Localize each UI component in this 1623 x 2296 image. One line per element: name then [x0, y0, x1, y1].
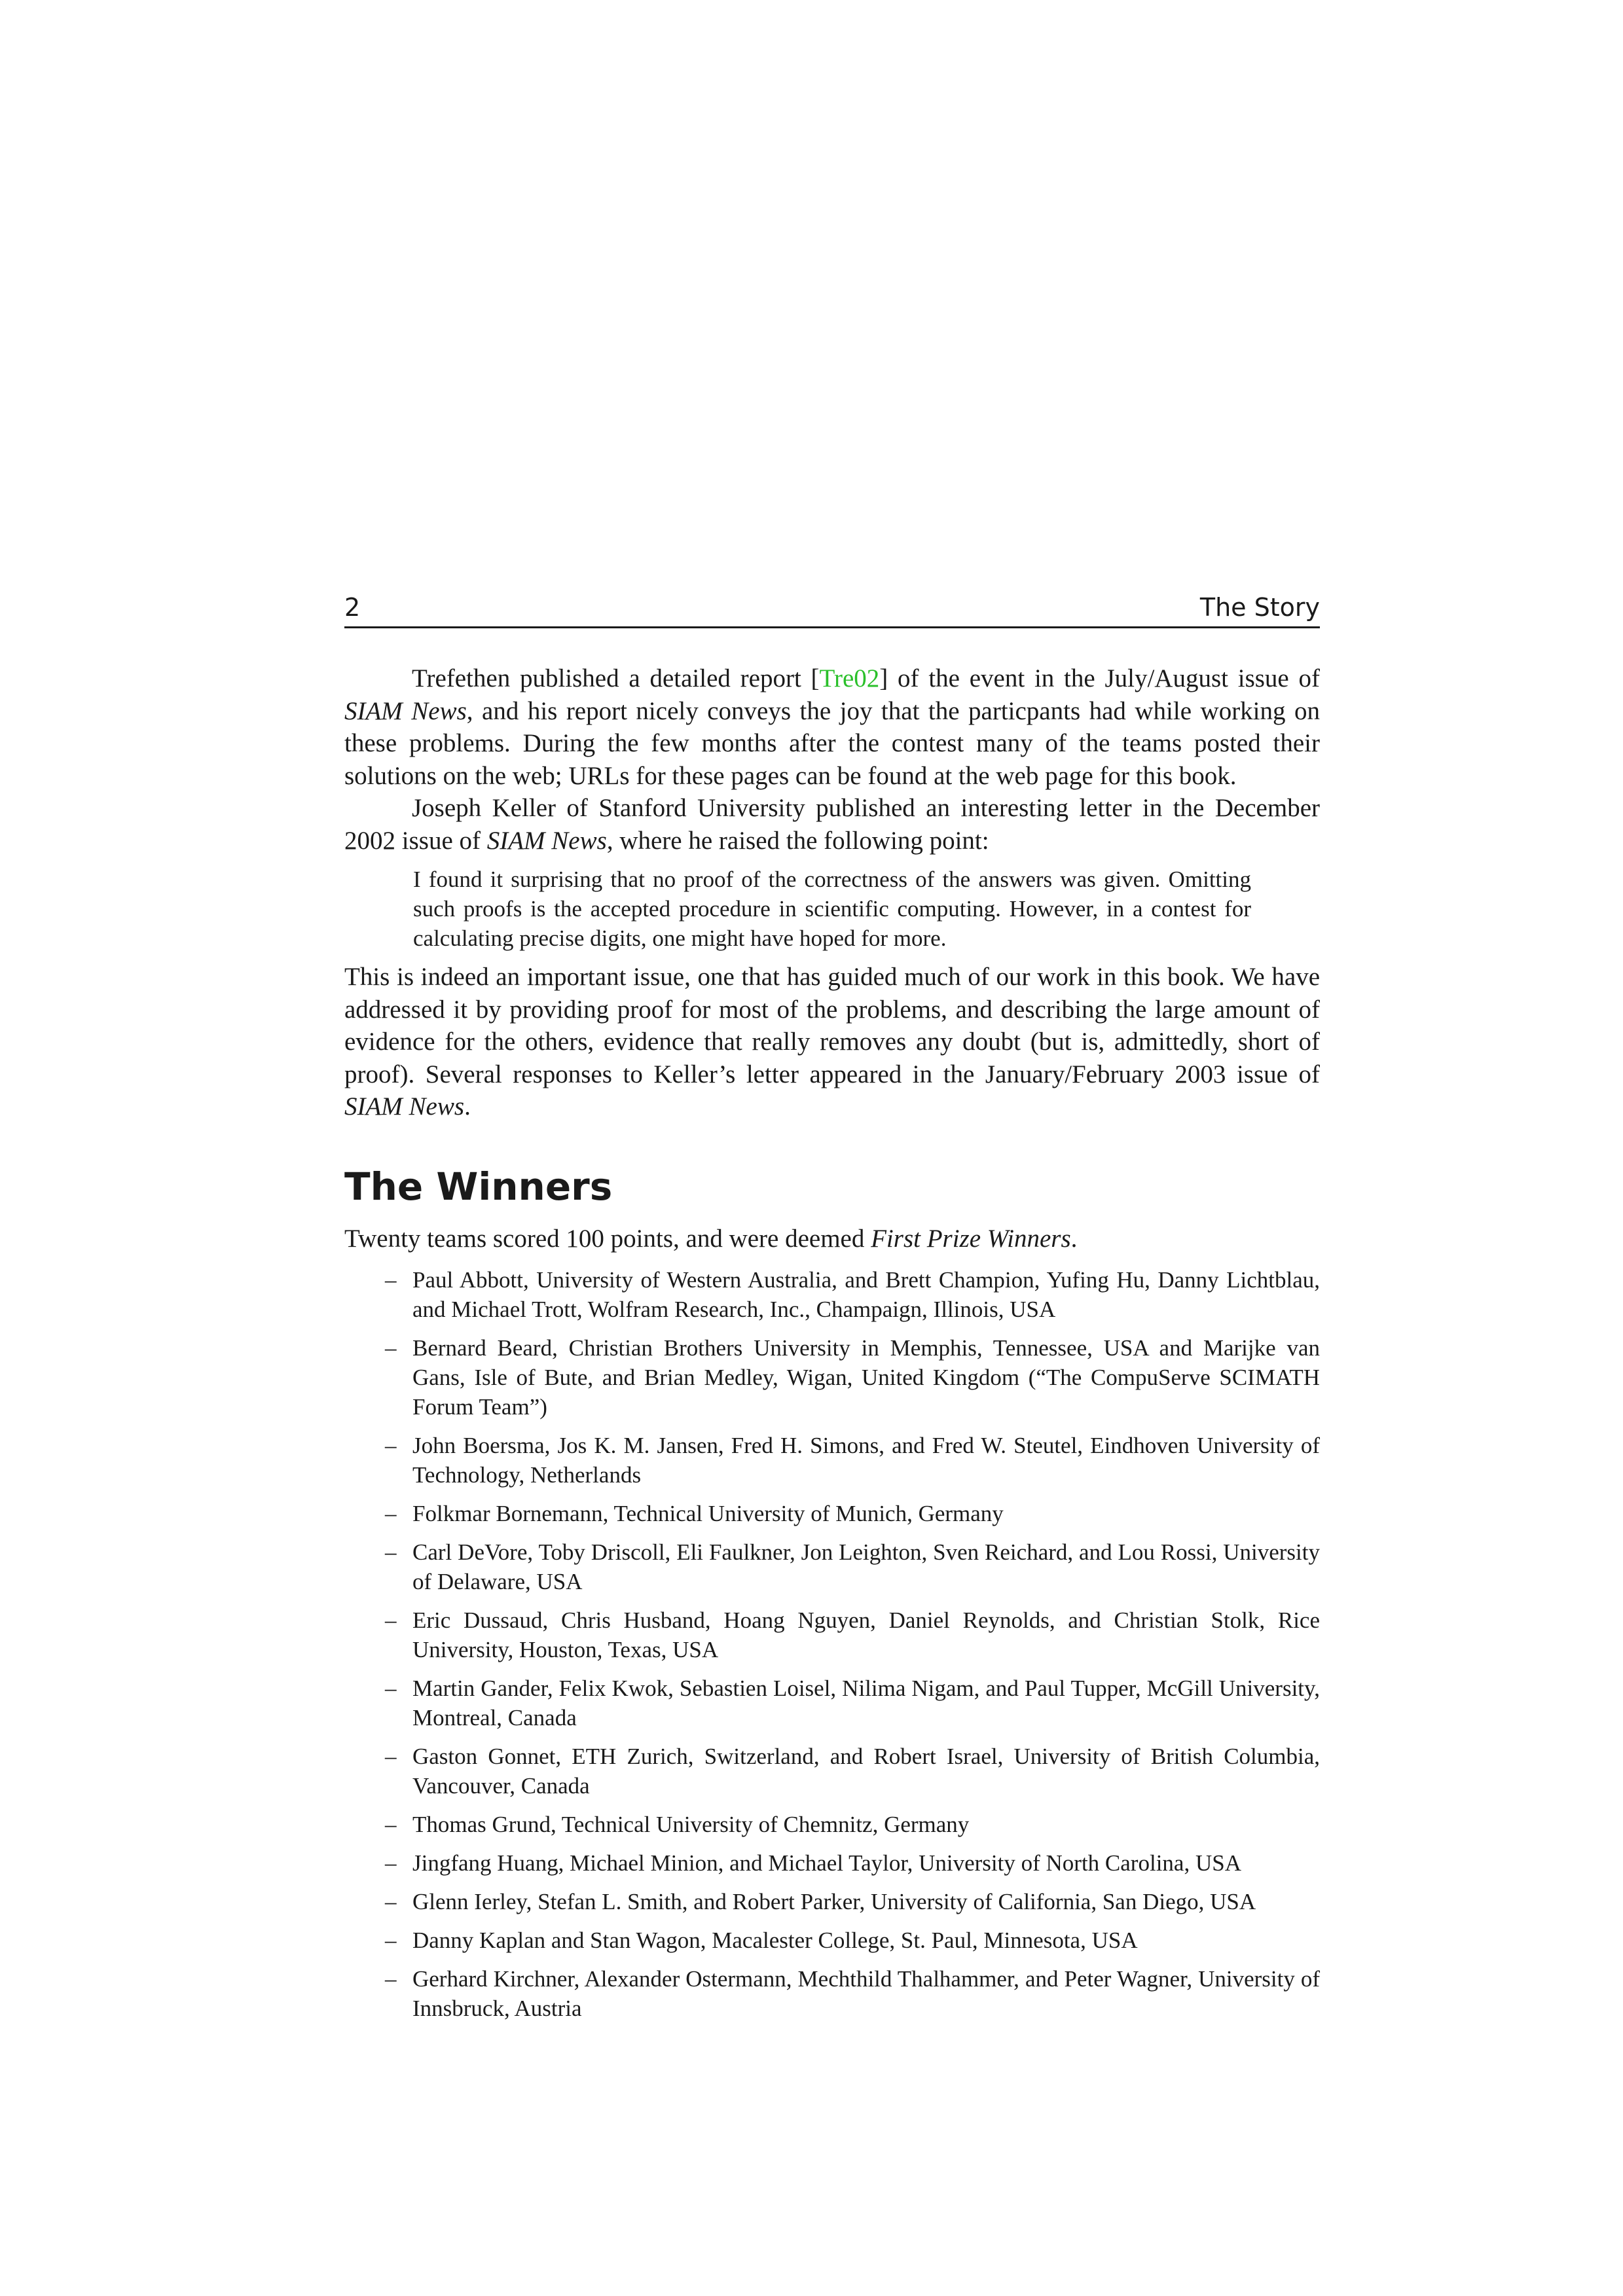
list-item	[344, 1333, 1320, 1422]
text-run: , where he raised the following point:	[606, 826, 989, 855]
list-item	[344, 1964, 1320, 2023]
winner-entry: Carl DeVore, Toby Driscoll, Eli Faulkner, Jon Leighton, Sven Reichard, and Lou Rossi, University of Delaware, USA	[412, 1539, 1320, 1594]
text-run: Twenty teams scored 100 points, and were deemed	[344, 1224, 871, 1253]
list-item	[344, 1810, 1320, 1839]
text-run: , and his report nicely conveys the joy that the particpants had while working on these problems. During the few months after the contest many of the teams posted their solutions on the web; URLs for these pages can be found at the web page for this book.	[344, 696, 1320, 790]
winner-entry: Bernard Beard, Christian Brothers University in Memphis, Tennessee, USA and Marijke van Gans, Isle of Bute, and Brian Medley, Wigan, United Kingdom (“The CompuServe SCIMATH Forum Team”)	[412, 1335, 1320, 1420]
list-dash: –	[385, 1812, 397, 1837]
list-dash: –	[385, 1889, 397, 1914]
winner-entry: Gerhard Kirchner, Alexander Ostermann, Mechthild Thalhammer, and Peter Wagner, University of Innsbruck, Austria	[412, 1966, 1320, 2021]
list-item	[344, 1431, 1320, 1490]
citation-bracket: ]	[879, 664, 888, 692]
section-heading: The Winners	[344, 1164, 613, 1209]
citation-bracket: [	[811, 664, 820, 692]
winner-entry: Paul Abbott, University of Western Australia, and Brett Champion, Yufing Hu, Danny Lichtblau, and Michael Trott, Wolfram Research, Inc., Champaign, Illinois, USA	[412, 1267, 1320, 1322]
block-quote: I found it surprising that no proof of the correctness of the answers was given. Omitting such proofs is the accepted procedure in scientific computing. However, in a contest for calculating precise digits, one might have hoped for more.	[413, 867, 1251, 951]
winner-entry: Folkmar Bornemann, Technical University of Munich, Germany	[412, 1501, 1004, 1526]
winner-entry: Gaston Gonnet, ETH Zurich, Switzerland, and Robert Israel, University of British Columbia, Vancouver, Canada	[412, 1744, 1320, 1799]
journal-name: SIAM News	[344, 696, 467, 725]
text-run: .	[464, 1092, 471, 1121]
list-item	[344, 1742, 1320, 1801]
list-item	[344, 1537, 1320, 1596]
list-dash: –	[385, 1501, 397, 1526]
list-item	[344, 1499, 1320, 1528]
list-dash: –	[385, 1966, 397, 1992]
list-dash: –	[385, 1850, 397, 1876]
running-head	[344, 592, 1320, 628]
body-text	[344, 662, 1320, 2023]
list-dash: –	[385, 1539, 397, 1565]
prize-name: First Prize Winners	[871, 1224, 1071, 1253]
list-dash: –	[385, 1433, 397, 1458]
text-run: This is indeed an important issue, one that has guided much of our work in this book. We have addressed it by providing proof for most of the problems, and describing the large amount of evidence for the others, evidence that really removes any doubt (but is, admittedly, short of proof). Several responses to Keller’s letter appeared in the January/February 2003 issue of	[344, 963, 1320, 1088]
winner-entry: Thomas Grund, Technical University of Chemnitz, Germany	[412, 1812, 970, 1837]
winner-entry: Danny Kaplan and Stan Wagon, Macalester College, St. Paul, Minnesota, USA	[412, 1928, 1138, 1953]
winner-entry: Jingfang Huang, Michael Minion, and Michael Taylor, University of North Carolina, USA	[412, 1850, 1241, 1876]
winners-intro	[344, 1223, 1320, 1255]
list-dash: –	[385, 1267, 397, 1293]
citation-link-tre02[interactable]: Tre02	[819, 664, 880, 692]
list-dash: –	[385, 1335, 397, 1361]
text-run: Joseph Keller of Stanford University published an interesting letter in the December 2002 issue of	[344, 794, 1320, 855]
chapter-title: The Story	[1199, 593, 1320, 622]
paragraph-trefethen-report	[344, 662, 1320, 792]
list-item	[344, 1848, 1320, 1878]
winner-entry: Martin Gander, Felix Kwok, Sebastien Loisel, Nilima Nigam, and Paul Tupper, McGill University, Montreal, Canada	[412, 1676, 1320, 1731]
winner-entry: Eric Dussaud, Chris Husband, Hoang Nguyen, Daniel Reynolds, and Christian Stolk, Rice University, Houston, Texas, USA	[412, 1607, 1320, 1662]
list-item	[344, 1674, 1320, 1732]
list-item	[344, 1926, 1320, 1955]
list-dash: –	[385, 1744, 397, 1769]
paragraph-keller-letter	[344, 792, 1320, 857]
paragraph-important-issue	[344, 961, 1320, 1123]
journal-name: SIAM News	[486, 826, 607, 855]
list-item	[344, 1887, 1320, 1916]
winner-entry: John Boersma, Jos K. M. Jansen, Fred H. Simons, and Fred W. Steutel, Eindhoven University of Technology, Netherlands	[412, 1433, 1320, 1488]
text-run: of the event in the July/August issue of	[888, 664, 1320, 692]
list-dash: –	[385, 1607, 397, 1633]
winner-entry: Glenn Ierley, Stefan L. Smith, and Robert Parker, University of California, San Diego, USA	[412, 1889, 1256, 1914]
journal-name: SIAM News	[344, 1092, 465, 1121]
page-number: 2	[344, 593, 361, 622]
list-dash: –	[385, 1928, 397, 1953]
list-item	[344, 1605, 1320, 1664]
list-item	[344, 1265, 1320, 1324]
text-run: .	[1070, 1224, 1078, 1253]
book-page	[344, 592, 1320, 2032]
winners-list	[344, 1265, 1320, 2023]
text-run: Trefethen published a detailed report	[412, 664, 811, 692]
list-dash: –	[385, 1676, 397, 1701]
